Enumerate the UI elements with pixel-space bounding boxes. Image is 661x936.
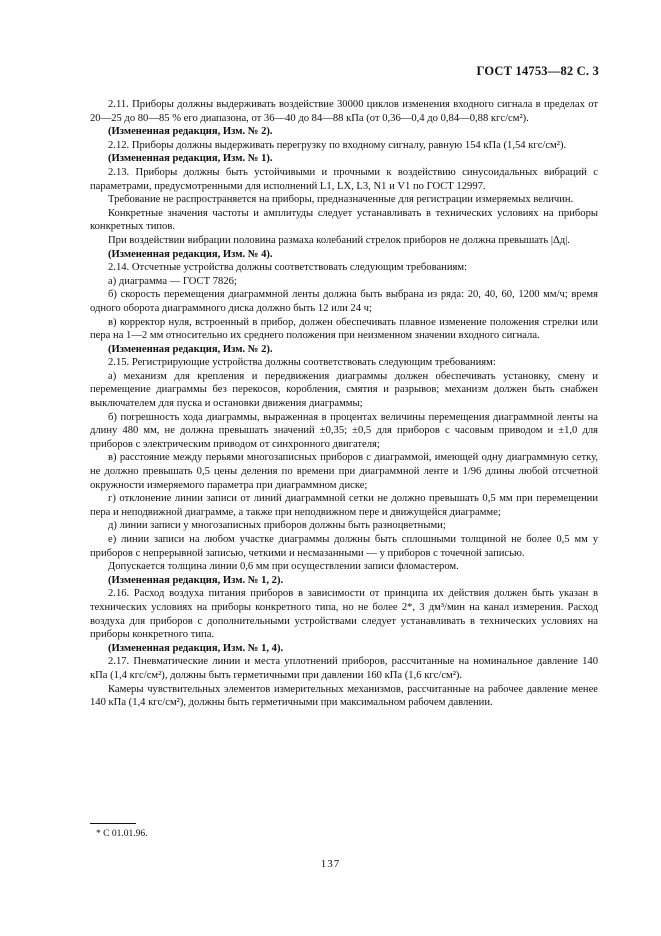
- paragraph: 2.13. Приборы должны быть устойчивыми и прочными к воздействию синусоидальных вибраций с параметрами, предусмотренными для исполнений L1, LX, L3, N1 и V1 по ГОСТ 12997.: [90, 166, 598, 192]
- paragraph: б) скорость перемещения диаграммной ленты должна быть выбрана из ряда: 20, 40, 60, 1200 мм/ч; время одного оборота диаграммного диска должно быть 12 или 24 ч;: [90, 289, 598, 314]
- paragraph: При воздействии вибрации половина размаха колебаний стрелок приборов не должна превышать |Δд|.: [108, 234, 570, 246]
- paragraph: Требование не распространяется на приборы, предназначенные для регистрации измеряемых величин.: [108, 194, 574, 206]
- footnote: * С 01.01.96.: [96, 829, 148, 839]
- paragraph: Допускается толщина линии 0,6 мм при осуществлении записи фломастером.: [108, 561, 459, 573]
- paragraph: 2.12. Приборы должны выдерживать перегрузку по входному сигналу, равную 154 кПа (1,54 кгс/см²).: [108, 139, 567, 151]
- page-header: ГОСТ 14753—82 С. 3: [476, 64, 599, 78]
- amendment-note: (Измененная редакция, Изм. № 2).: [108, 126, 273, 138]
- paragraph: б) погрешность хода диаграммы, выраженная в процентах величины перемещения диаграммной ленты на длину 480 мм, не должна превышать значений ±0,35; ±0,5 для приборов с часовым приводом и ±1,0 для приборов с электрическим приводом от синхронного двигателя;: [90, 411, 598, 450]
- amendment-note: (Измененная редакция, Изм. № 2).: [108, 343, 273, 355]
- paragraph: Камеры чувствительных элементов измерительных механизмов, рассчитанные на рабочее давление менее 140 кПа (1,4 кгс/см²), должны быть герметичными при максимальном рабочем давлении.: [90, 683, 598, 709]
- footnote-divider: [90, 823, 136, 824]
- amendment-note: (Измененная редакция, Изм. № 1).: [108, 153, 273, 165]
- paragraph: в) корректор нуля, встроенный в прибор, должен обеспечивать плавное изменение положения стрелки или пера на 1—2 мм относительно их среднего положения при неизменном значении входного сигнала.: [90, 316, 598, 342]
- paragraph: 2.11. Приборы должны выдерживать воздействие 30000 циклов изменения входного сигнала в пределах от 20—25 до 80—85 % его диапазона, от 36—40 до 84—88 кПа (от 0,36—0,4 до 0,84—0,88 кгс/см²).: [90, 99, 598, 124]
- paragraph: а) механизм для крепления и передвижения диаграммы должен обеспечивать установку, смену и перемещение диаграммы без перекосов, коробления, смятия и разрывов; механизм должен быть снабжен выключателем для пуска и остановки движения диаграммы;: [90, 370, 598, 410]
- paragraph: а) диаграмма — ГОСТ 7826;: [108, 275, 237, 287]
- paragraph: 2.17. Пневматические линии и места уплотнений приборов, рассчитанные на номинальное давление 140 кПа (1,4 кгс/см²), должны быть герметичными при давлении 160 кПа (1,6 кгс/см²).: [90, 656, 598, 681]
- paragraph: в) расстояние между перьями многозаписных приборов с диаграммой, имеющей одну диаграммную сетку, не должно превышать 0,5 цены деления по времени при диаграммной ленте и 1/96 длины любой отсчетной окружности измеряемого параметра при диаграммном диске;: [90, 452, 598, 491]
- document-body: [90, 98, 598, 710]
- paragraph: 2.14. Отсчетные устройства должны соответствовать следующим требованиям:: [108, 262, 468, 274]
- amendment-note: (Измененная редакция, Изм. № 4).: [108, 248, 273, 260]
- paragraph: Конкретные значения частоты и амплитуды следует устанавливать в технических условиях на приборы конкретных типов.: [90, 207, 598, 233]
- paragraph: 2.16. Расход воздуха питания приборов в зависимости от принципа их действия должен быть указан в технических условиях на приборы конкретного типа, но не более 2*, 3 дм³/мин на канал измерения. Расход воздуха для приборов с дополнительными устройствами следует устанавливать в технических условиях на приборы конкретного типа.: [90, 588, 598, 641]
- page-number: 137: [320, 858, 341, 870]
- paragraph: д) линии записи у многозаписных приборов должны быть разноцветными;: [108, 520, 446, 532]
- amendment-note: (Измененная редакция, Изм. № 1, 4).: [108, 642, 284, 654]
- paragraph: 2.15. Регистрирующие устройства должны соответствовать следующим требованиям:: [108, 357, 496, 369]
- amendment-note: (Измененная редакция, Изм. № 1, 2).: [108, 574, 284, 586]
- paragraph: г) отклонение линии записи от линий диаграммной сетки не должно превышать 0,5 мм при перемещении пера и неподвижной диаграмме, а также при неподвижном пере и движущейся диаграмме;: [90, 493, 598, 518]
- paragraph: е) линии записи на любом участке диаграммы должны быть сплошными толщиной не более 0,5 мм у приборов с непрерывной записью, четкими и несмазанными — у приборов с точечной записью.: [90, 534, 598, 559]
